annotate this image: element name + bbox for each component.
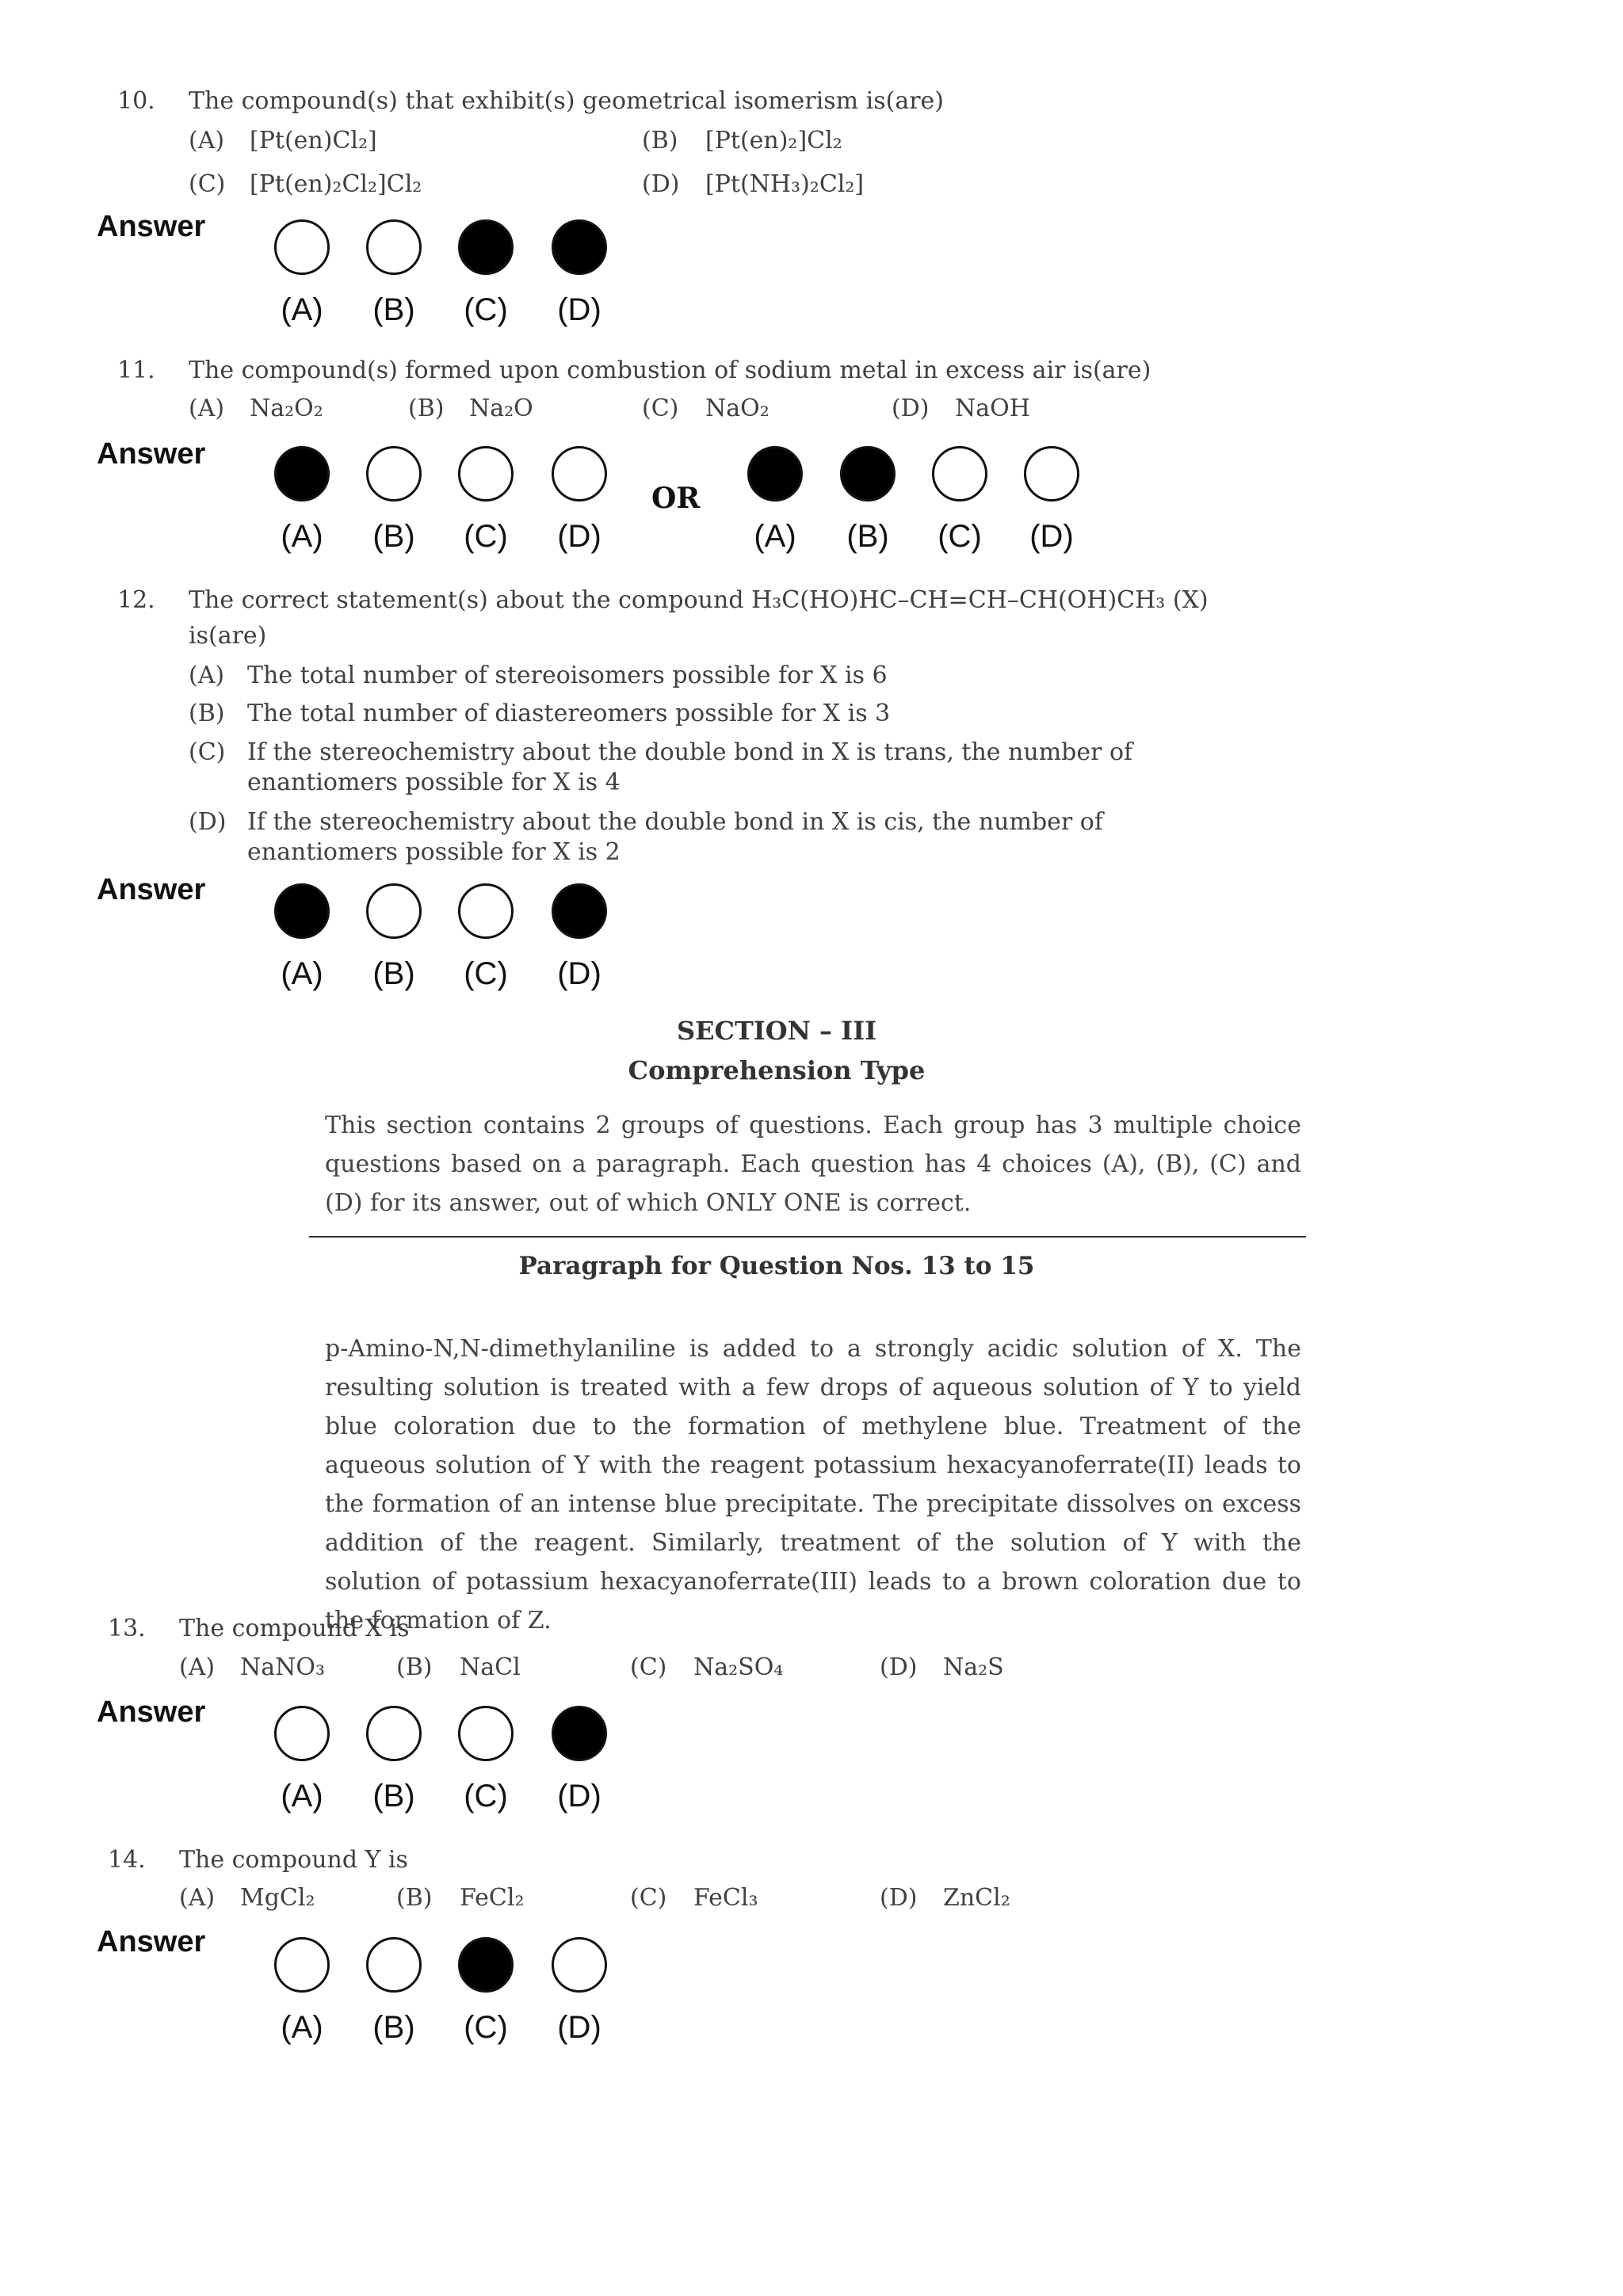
q10-bubble-label-a: (A) xyxy=(281,292,323,327)
q13-bubble-c[interactable] xyxy=(458,1706,514,1761)
q11-option-d: NaOH xyxy=(955,395,1030,422)
section-instructions: This section contains 2 groups of questions. Each group has 3 multiple choice questions based on a paragraph. Each question has 4 choices (A), (B), (C) and (D) for its answer, out of which ONLY ONE is correct. xyxy=(325,1112,1301,1217)
q12-bubble-label-b: (B) xyxy=(372,956,415,991)
q14-option-b: FeCl₂ xyxy=(460,1884,525,1912)
q14-option-b-label: (B) xyxy=(396,1884,433,1912)
q11-option-b: Na₂O xyxy=(469,395,533,422)
q11-option-d-label: (D) xyxy=(892,395,930,422)
q14-option-d: ZnCl₂ xyxy=(943,1884,1010,1912)
paragraph-heading: Paragraph for Question Nos. 13 to 15 xyxy=(518,1252,1035,1280)
q11b-bubble-d[interactable] xyxy=(1024,446,1079,502)
q11a-bubble-d[interactable] xyxy=(552,446,607,502)
q13-option-b-label: (B) xyxy=(396,1653,433,1681)
q11-number: 11. xyxy=(117,357,155,384)
q12-bubble-label-c: (C) xyxy=(464,956,508,991)
q12-answer-label: Answer xyxy=(97,873,206,906)
q13-bubble-label-b: (B) xyxy=(372,1779,415,1814)
q11a-bubble-label-a: (A) xyxy=(281,519,323,554)
q10-option-d: [Pt(NH₃)₂Cl₂] xyxy=(705,170,865,198)
q14-option-a-label: (A) xyxy=(179,1884,216,1912)
q11b-bubble-label-c: (C) xyxy=(938,519,982,554)
q14-option-d-label: (D) xyxy=(880,1884,918,1912)
q11-option-a: Na₂O₂ xyxy=(250,395,323,422)
q11-option-c-label: (C) xyxy=(642,395,679,422)
q10-option-c-label: (C) xyxy=(189,170,226,198)
q12-option-a-label: (A) xyxy=(189,662,225,689)
q14-number: 14. xyxy=(108,1846,146,1874)
q12-option-c-line1: If the stereochemistry about the double bond in X is trans, the number of xyxy=(247,738,1133,766)
q12-option-c-line2: enantiomers possible for X is 4 xyxy=(247,769,621,796)
q10-number: 10. xyxy=(117,87,155,115)
q13-option-c-label: (C) xyxy=(630,1653,667,1681)
q10-option-a-label: (A) xyxy=(189,127,225,154)
q11a-bubble-label-b: (B) xyxy=(372,519,415,554)
q11b-bubble-b[interactable] xyxy=(840,446,896,502)
q10-bubble-d[interactable] xyxy=(552,219,607,275)
q10-bubble-label-b: (B) xyxy=(372,292,415,327)
q14-bubble-b[interactable] xyxy=(366,1937,422,1993)
q11-option-a-label: (A) xyxy=(189,395,225,422)
q11-or-text: OR xyxy=(651,482,701,515)
q14-bubble-label-d: (D) xyxy=(557,2010,601,2045)
q11-text: The compound(s) formed upon combustion of sodium metal in excess air is(are) xyxy=(189,357,1151,384)
q14-bubble-a[interactable] xyxy=(274,1937,330,1993)
q12-option-b-label: (B) xyxy=(189,700,225,727)
q12-option-a: The total number of stereoisomers possible for X is 6 xyxy=(247,662,888,689)
q13-answer-label: Answer xyxy=(97,1695,206,1729)
q11a-bubble-c[interactable] xyxy=(458,446,514,502)
q10-bubble-label-c: (C) xyxy=(464,292,508,327)
q12-option-b: The total number of diastereomers possible for X is 3 xyxy=(247,700,891,727)
q12-bubble-b[interactable] xyxy=(366,883,422,939)
q14-bubble-label-b: (B) xyxy=(372,2010,415,2045)
q12-bubble-c[interactable] xyxy=(458,883,514,939)
q12-bubble-a[interactable] xyxy=(274,883,330,939)
q11b-bubble-label-b: (B) xyxy=(846,519,889,554)
q14-bubble-label-a: (A) xyxy=(281,2010,323,2045)
section-subtitle: Comprehension Type xyxy=(628,1055,926,1085)
q11-option-c: NaO₂ xyxy=(705,395,769,422)
section-divider xyxy=(309,1236,1306,1238)
q12-number: 12. xyxy=(117,586,155,614)
q11a-bubble-a[interactable] xyxy=(274,446,330,502)
q11a-bubble-label-c: (C) xyxy=(464,519,508,554)
q11-answer-label: Answer xyxy=(97,437,206,471)
q13-option-d-label: (D) xyxy=(880,1653,918,1681)
q14-text: The compound Y is xyxy=(179,1846,408,1874)
q10-option-d-label: (D) xyxy=(642,170,680,198)
q11b-bubble-a[interactable] xyxy=(747,446,803,502)
q10-option-c: [Pt(en)₂Cl₂]Cl₂ xyxy=(250,170,422,198)
q10-text: The compound(s) that exhibit(s) geometrical isomerism is(are) xyxy=(189,87,944,115)
q12-text-line2: is(are) xyxy=(189,622,267,650)
q12-option-d-line1: If the stereochemistry about the double bond in X is cis, the number of xyxy=(247,808,1103,836)
q10-bubble-a[interactable] xyxy=(274,219,330,275)
q13-bubble-a[interactable] xyxy=(274,1706,330,1761)
q14-option-c: FeCl₃ xyxy=(693,1884,758,1912)
q10-bubble-b[interactable] xyxy=(366,219,422,275)
q11b-bubble-label-a: (A) xyxy=(754,519,796,554)
q14-option-c-label: (C) xyxy=(630,1884,667,1912)
q10-bubble-c[interactable] xyxy=(458,219,514,275)
q12-option-d-line2: enantiomers possible for X is 2 xyxy=(247,838,621,866)
q12-option-d-label: (D) xyxy=(189,808,227,836)
q13-bubble-label-d: (D) xyxy=(557,1779,601,1814)
q13-text: The compound X is xyxy=(179,1615,410,1642)
comprehension-paragraph: p-Amino-N,N-dimethylaniline is added to a strongly acidic solution of X. The resulting solution is treated with a few drops of aqueous solution of Y to yield blue coloration due to the formation of methylene blue. Treatment of the aqueous solution of Y with the reagent potassium hexacyanoferrate(II) leads to the formation of an intense blue precipitate. The precipitate dissolves on excess addition of the reagent. Similarly, treatment of the solution of Y with the solution of potassium hexacyanoferrate(III) leads to a brown coloration due to the formation of Z. xyxy=(325,1335,1301,1634)
q13-bubble-b[interactable] xyxy=(366,1706,422,1761)
q10-option-b: [Pt(en)₂]Cl₂ xyxy=(705,127,842,154)
q14-bubble-c[interactable] xyxy=(458,1937,514,1993)
q13-bubble-d[interactable] xyxy=(552,1706,607,1761)
q11-option-b-label: (B) xyxy=(408,395,445,422)
q13-bubble-label-a: (A) xyxy=(281,1779,323,1814)
q13-number: 13. xyxy=(108,1615,146,1642)
q10-bubble-label-d: (D) xyxy=(557,292,601,327)
q13-bubble-label-c: (C) xyxy=(464,1779,508,1814)
q14-bubble-label-c: (C) xyxy=(464,2010,508,2045)
section-title: SECTION – III xyxy=(676,1016,877,1046)
q10-option-b-label: (B) xyxy=(642,127,678,154)
q12-bubble-label-a: (A) xyxy=(281,956,323,991)
q13-option-b: NaCl xyxy=(460,1653,521,1681)
q12-bubble-d[interactable] xyxy=(552,883,607,939)
q10-answer-label: Answer xyxy=(97,210,206,243)
q13-option-c: Na₂SO₄ xyxy=(693,1653,784,1681)
q13-option-a: NaNO₃ xyxy=(240,1653,326,1681)
q12-option-c-label: (C) xyxy=(189,738,226,766)
q12-bubble-label-d: (D) xyxy=(557,956,601,991)
q14-bubble-d[interactable] xyxy=(552,1937,607,1993)
q14-option-a: MgCl₂ xyxy=(240,1884,315,1912)
q11b-bubble-c[interactable] xyxy=(932,446,987,502)
q13-option-a-label: (A) xyxy=(179,1653,216,1681)
q10-option-a: [Pt(en)Cl₂] xyxy=(250,127,377,154)
q13-option-d: Na₂S xyxy=(943,1653,1004,1681)
q12-text-line1: The correct statement(s) about the compound H₃C(HO)HC–CH=CH–CH(OH)CH₃ (X) xyxy=(189,586,1209,614)
q11b-bubble-label-d: (D) xyxy=(1029,519,1074,554)
q11a-bubble-b[interactable] xyxy=(366,446,422,502)
q11a-bubble-label-d: (D) xyxy=(557,519,601,554)
q14-answer-label: Answer xyxy=(97,1925,206,1958)
